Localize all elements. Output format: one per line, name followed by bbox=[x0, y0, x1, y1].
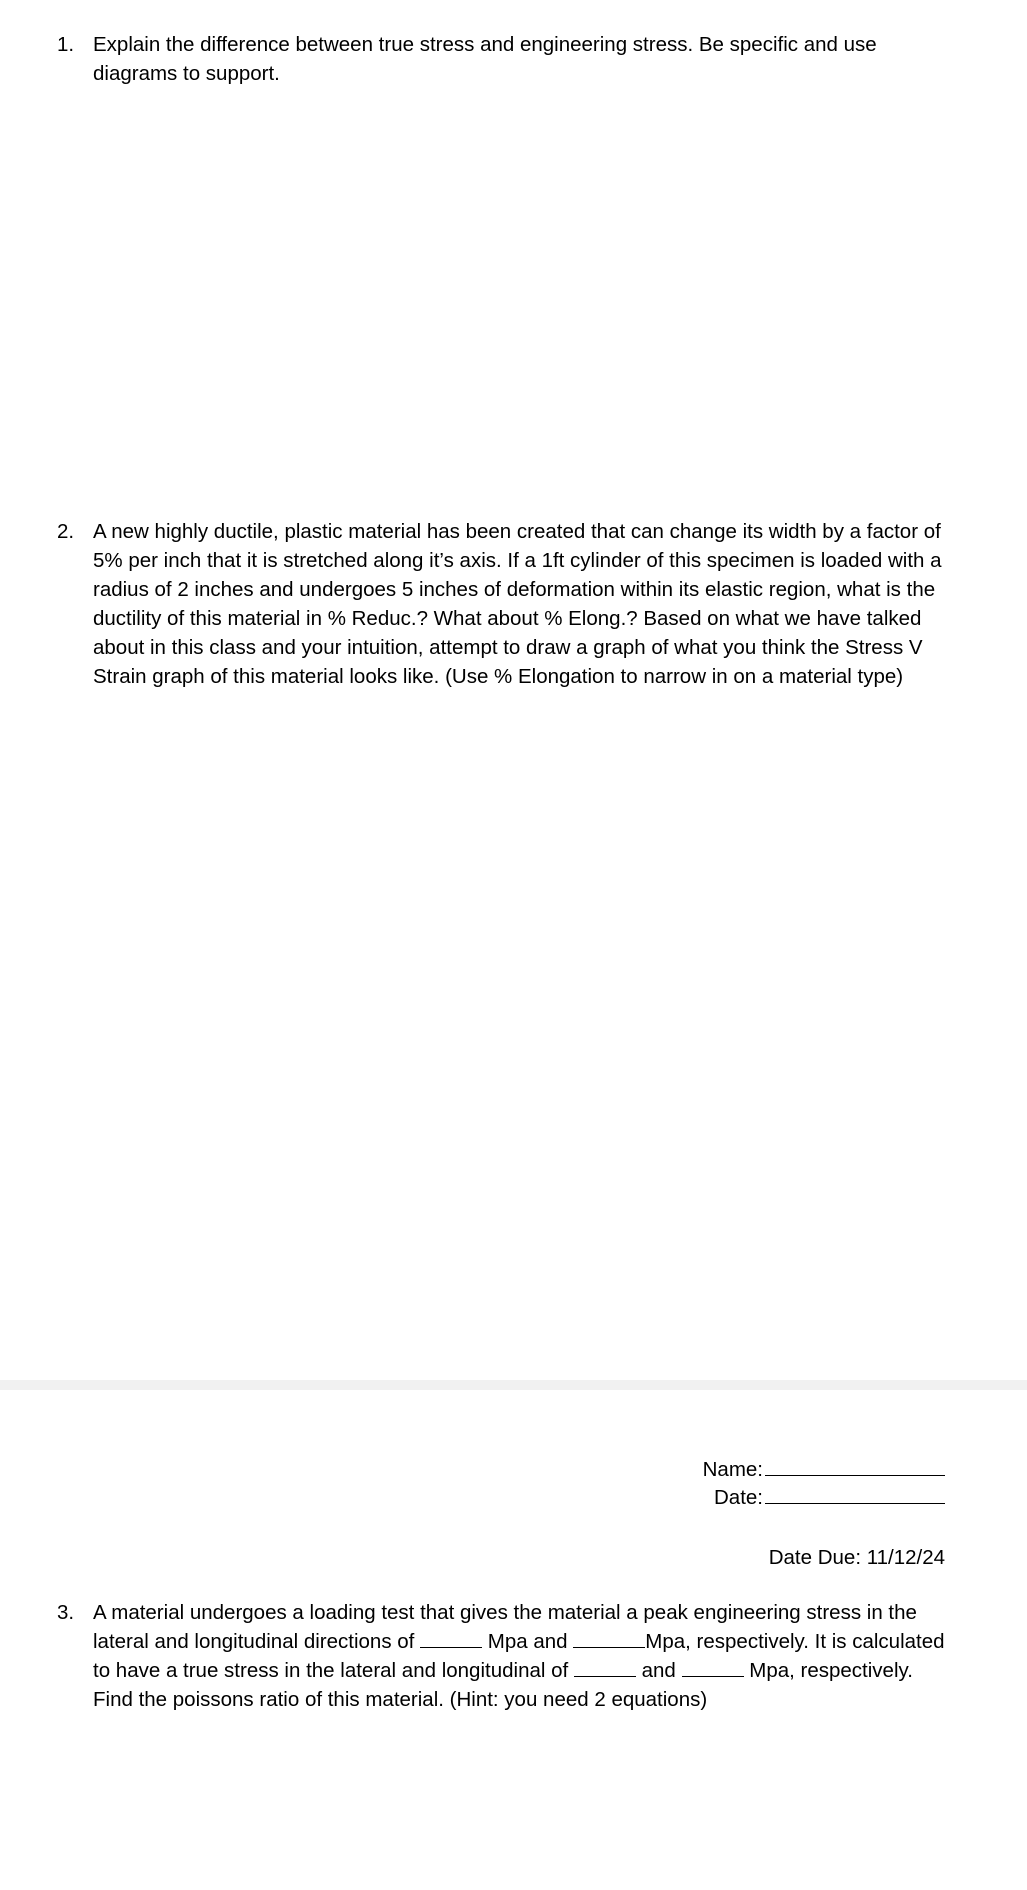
question-3-part5: Mpa, respectively. Find the poissons ratio of this material. (Hint: you need 2 equations) bbox=[93, 1659, 913, 1711]
question-2 bbox=[57, 517, 957, 691]
question-2-number: 2. bbox=[57, 520, 75, 543]
longitudinal-true-stress-blank[interactable] bbox=[682, 1658, 744, 1677]
question-3-part3: Mpa, respectively. It is calculated to have a true stress in the lateral and longitudinal of bbox=[93, 1630, 945, 1682]
question-1 bbox=[57, 30, 957, 88]
question-3-part4: and bbox=[641, 1659, 676, 1682]
date-due: Date Due: 11/12/24 bbox=[768, 1546, 945, 1569]
question-3 bbox=[57, 1598, 957, 1714]
question-3-part1: A material undergoes a loading test that gives the material a peak engineering stress in the lateral and longitudinal directions of bbox=[93, 1601, 917, 1653]
lateral-engineering-stress-blank[interactable] bbox=[420, 1629, 482, 1648]
date-blank[interactable] bbox=[765, 1483, 945, 1504]
question-3-number: 3. bbox=[57, 1601, 75, 1624]
question-3-part2: Mpa and bbox=[487, 1630, 568, 1653]
date-field bbox=[714, 1483, 945, 1512]
name-blank[interactable] bbox=[765, 1455, 945, 1476]
question-1-number: 1. bbox=[57, 33, 75, 56]
page-2 bbox=[0, 1390, 1027, 1890]
question-3-text bbox=[93, 1598, 955, 1714]
longitudinal-engineering-stress-blank[interactable] bbox=[573, 1629, 645, 1648]
question-1-text: Explain the difference between true stress and engineering stress. Be specific and use diagrams to support. bbox=[93, 33, 877, 85]
date-label: Date: bbox=[714, 1486, 763, 1509]
lateral-true-stress-blank[interactable] bbox=[574, 1658, 636, 1677]
question-2-text: A new highly ductile, plastic material has been created that can change its width by a factor of 5% per inch that it is stretched along it’s axis. If a 1ft cylinder of this specimen is loaded with a radius of 2 inches and undergoes 5 inches of deformation within its elastic region, what is the ductility of this material in % Reduc.? What about % Elong.? Based on what we have talked about in this class and your intuition, attempt to draw a graph of what you think the Stress V Strain graph of this material looks like. (Use % Elongation to narrow in on a material type) bbox=[93, 520, 942, 688]
name-label: Name: bbox=[702, 1458, 763, 1481]
page-separator bbox=[0, 1380, 1027, 1390]
name-field bbox=[703, 1455, 945, 1484]
